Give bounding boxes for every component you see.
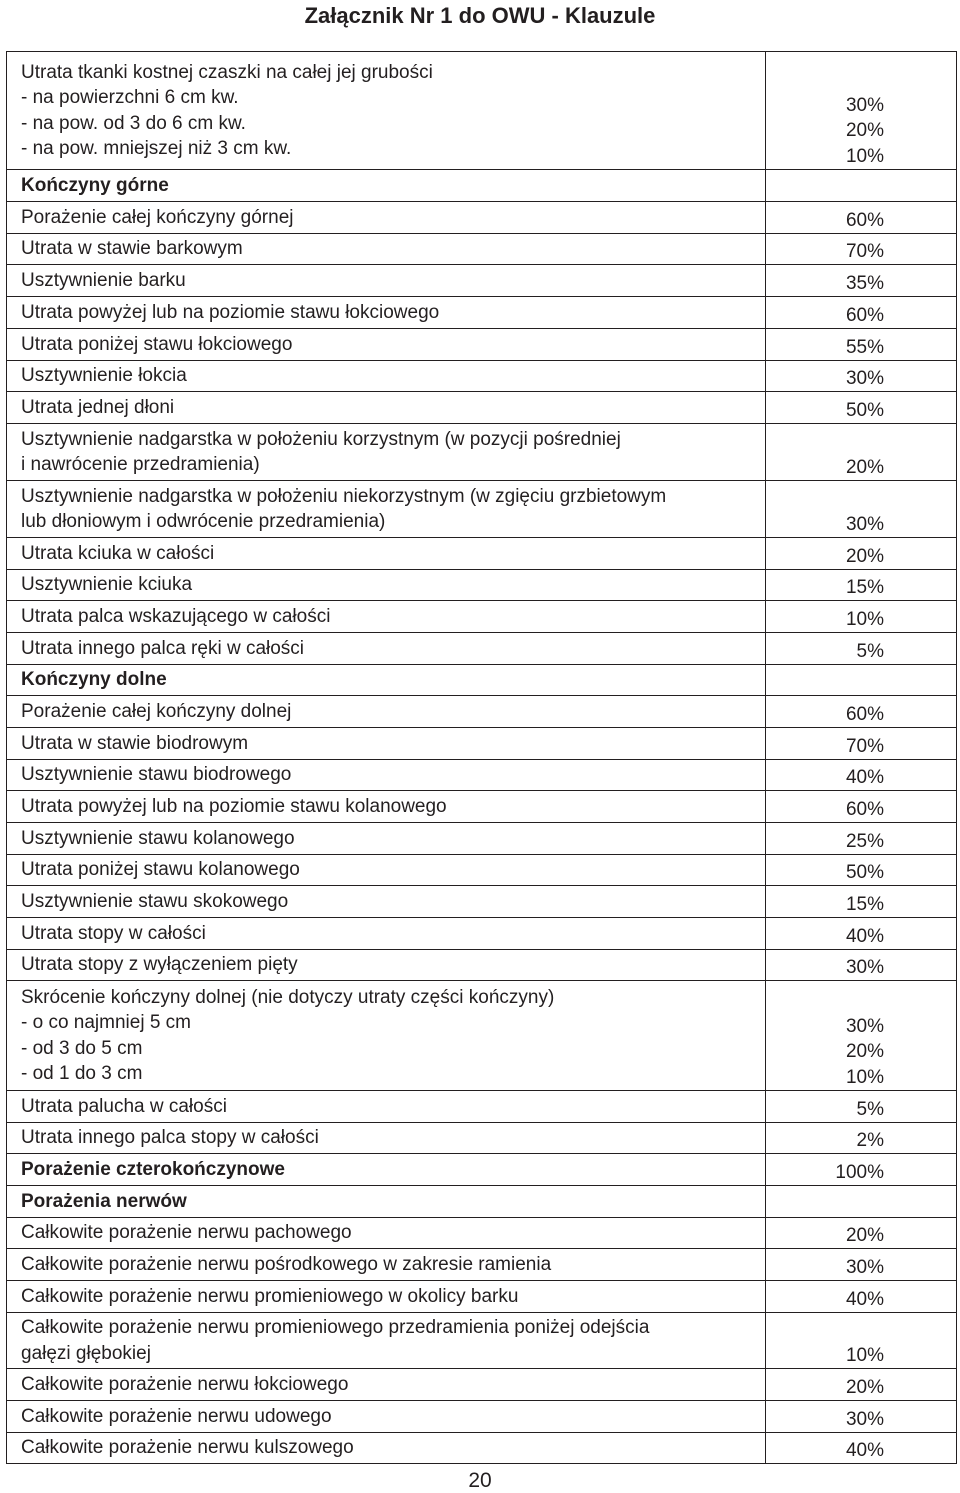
table-row bbox=[6, 424, 957, 481]
percentage-value: 30% bbox=[845, 1408, 884, 1430]
table-row bbox=[6, 918, 957, 950]
description-line: Kończyny górne bbox=[21, 174, 169, 196]
row-description bbox=[7, 760, 766, 790]
description-line: i nawrócenie przedramienia) bbox=[21, 454, 260, 475]
description-line: Utrata powyżej lub na poziomie stawu łokciowego bbox=[21, 301, 440, 323]
description-line: Porażenie czterokończynowe bbox=[21, 1158, 285, 1180]
table-row bbox=[6, 791, 957, 823]
page-title: Załącznik Nr 1 do OWU - Klauzule bbox=[304, 3, 656, 28]
row-percentage bbox=[766, 424, 956, 480]
page-number: 20 bbox=[468, 1469, 492, 1492]
row-description bbox=[7, 886, 766, 917]
description-line: Utrata stopy z wyłączeniem pięty bbox=[21, 954, 298, 976]
row-description bbox=[7, 1401, 766, 1432]
table-row bbox=[6, 329, 957, 361]
table-row bbox=[6, 481, 957, 538]
row-percentage bbox=[766, 481, 956, 537]
row-description bbox=[7, 392, 766, 423]
percentage-value: 30% bbox=[845, 1015, 884, 1037]
table-row bbox=[6, 234, 957, 265]
row-description bbox=[7, 728, 766, 759]
row-percentage bbox=[766, 601, 956, 632]
row-percentage bbox=[766, 1123, 956, 1153]
percentage-value: 2% bbox=[856, 1129, 884, 1151]
table-row bbox=[6, 1401, 957, 1433]
row-percentage bbox=[766, 1433, 956, 1463]
percentage-value: 20% bbox=[845, 456, 884, 478]
row-description bbox=[7, 1313, 766, 1368]
row-description bbox=[7, 234, 766, 264]
row-description bbox=[7, 52, 766, 169]
description-line: Skrócenie kończyny dolnej (nie dotyczy utraty części kończyny) bbox=[21, 986, 555, 1008]
percentage-value: 70% bbox=[845, 240, 884, 262]
row-description bbox=[7, 297, 766, 328]
row-percentage bbox=[766, 297, 956, 328]
row-description bbox=[7, 665, 766, 695]
row-description bbox=[7, 601, 766, 632]
percentage-value: 60% bbox=[845, 798, 884, 820]
percentage-value: 60% bbox=[845, 703, 884, 725]
table-row bbox=[6, 728, 957, 760]
row-description bbox=[7, 981, 766, 1090]
table-row bbox=[6, 265, 957, 297]
table-row bbox=[6, 52, 957, 170]
description-line: Utrata palca wskazującego w całości bbox=[21, 605, 331, 627]
percentage-value: 60% bbox=[845, 304, 884, 326]
row-percentage bbox=[766, 918, 956, 949]
table-row bbox=[6, 570, 957, 601]
description-line: Całkowite porażenie nerwu pośrodkowego w zakresie ramienia bbox=[21, 1253, 552, 1275]
description-line: Utrata jednej dłoni bbox=[21, 396, 175, 418]
description-line: gałęzi głębokiej bbox=[21, 1342, 151, 1364]
percentage-value: 10% bbox=[845, 608, 884, 630]
percentage-value: 5% bbox=[856, 640, 884, 662]
table-row bbox=[6, 760, 957, 791]
percentage-value: 60% bbox=[845, 209, 884, 231]
description-line: - na pow. od 3 do 6 cm kw. bbox=[21, 112, 246, 134]
row-percentage bbox=[766, 855, 956, 885]
description-line: Porażenie całej kończyny dolnej bbox=[21, 700, 292, 722]
description-line: Utrata poniżej stawu kolanowego bbox=[21, 859, 300, 881]
row-percentage bbox=[766, 1369, 956, 1400]
table-row bbox=[6, 823, 957, 855]
row-percentage bbox=[766, 392, 956, 423]
row-description bbox=[7, 791, 766, 822]
row-description bbox=[7, 1186, 766, 1217]
row-percentage bbox=[766, 728, 956, 759]
row-percentage bbox=[766, 329, 956, 360]
percentage-value: 15% bbox=[845, 893, 884, 915]
percentage-value: 40% bbox=[845, 925, 884, 947]
row-percentage bbox=[766, 265, 956, 296]
description-line: Całkowite porażenie nerwu pachowego bbox=[21, 1222, 352, 1244]
percentage-value: 30% bbox=[845, 513, 884, 535]
percentage-value: 70% bbox=[845, 735, 884, 757]
row-percentage bbox=[766, 1249, 956, 1280]
table-row bbox=[6, 855, 957, 886]
description-line: Usztywnienie łokcia bbox=[21, 365, 187, 387]
description-line: Porażenie całej kończyny górnej bbox=[21, 206, 294, 228]
percentage-value: 30% bbox=[845, 367, 884, 389]
row-percentage bbox=[766, 1401, 956, 1432]
row-percentage bbox=[766, 570, 956, 600]
row-description bbox=[7, 823, 766, 854]
table-row bbox=[6, 1218, 957, 1249]
row-description bbox=[7, 918, 766, 949]
row-percentage bbox=[766, 665, 956, 695]
table-row bbox=[6, 1281, 957, 1313]
percentage-value: 30% bbox=[845, 1256, 884, 1278]
row-description bbox=[7, 1249, 766, 1280]
row-description bbox=[7, 950, 766, 980]
clauses-table bbox=[6, 51, 957, 1464]
table-row bbox=[6, 1123, 957, 1154]
table-row bbox=[6, 392, 957, 424]
percentage-value: 100% bbox=[835, 1161, 884, 1183]
description-line: Usztywnienie kciuka bbox=[21, 574, 193, 596]
table-row bbox=[6, 1433, 957, 1464]
description-line: Całkowite porażenie nerwu promieniowego przedramienia poniżej odejścia bbox=[21, 1317, 650, 1338]
row-description bbox=[7, 329, 766, 360]
description-line: Utrata w stawie biodrowym bbox=[21, 732, 249, 754]
table-row bbox=[6, 1313, 957, 1369]
description-line: Usztywnienie barku bbox=[21, 269, 186, 291]
row-description bbox=[7, 570, 766, 600]
row-percentage bbox=[766, 1281, 956, 1312]
row-percentage bbox=[766, 234, 956, 264]
percentage-value: 30% bbox=[845, 94, 884, 116]
section-header-row bbox=[6, 1186, 957, 1218]
percentage-value: 20% bbox=[845, 545, 884, 567]
row-description bbox=[7, 1281, 766, 1312]
row-description bbox=[7, 170, 766, 201]
table-row bbox=[6, 886, 957, 918]
row-percentage bbox=[766, 202, 956, 233]
description-line: Utrata innego palca stopy w całości bbox=[21, 1127, 319, 1149]
table-row bbox=[6, 981, 957, 1091]
description-line: Utrata powyżej lub na poziomie stawu kolanowego bbox=[21, 795, 447, 817]
description-line: Utrata stopy w całości bbox=[21, 922, 206, 944]
row-percentage bbox=[766, 361, 956, 391]
table-row bbox=[6, 696, 957, 728]
percentage-value: 20% bbox=[845, 120, 884, 141]
description-line: Utrata kciuka w całości bbox=[21, 542, 215, 564]
percentage-value: 10% bbox=[845, 1066, 884, 1088]
row-description bbox=[7, 1369, 766, 1400]
row-description bbox=[7, 1123, 766, 1153]
row-percentage bbox=[766, 696, 956, 727]
description-line: Usztywnienie nadgarstka w położeniu korzystnym (w pozycji pośredniej bbox=[21, 428, 621, 450]
percentage-value: 50% bbox=[845, 399, 884, 421]
description-line: Utrata poniżej stawu łokciowego bbox=[21, 333, 293, 355]
description-line: Całkowite porażenie nerwu łokciowego bbox=[21, 1373, 349, 1395]
row-percentage bbox=[766, 538, 956, 569]
percentage-value: 15% bbox=[845, 576, 884, 598]
row-percentage bbox=[766, 823, 956, 854]
row-percentage bbox=[766, 633, 956, 664]
row-percentage bbox=[766, 791, 956, 822]
description-line: Kończyny dolne bbox=[21, 669, 167, 691]
description-line: - na pow. mniejszej niż 3 cm kw. bbox=[21, 138, 292, 159]
row-description bbox=[7, 1433, 766, 1463]
description-line: Całkowite porażenie nerwu udowego bbox=[21, 1405, 332, 1427]
row-percentage bbox=[766, 950, 956, 980]
row-percentage bbox=[766, 981, 956, 1090]
table-row bbox=[6, 633, 957, 665]
table-row bbox=[6, 1154, 957, 1186]
row-percentage bbox=[766, 1186, 956, 1217]
row-description bbox=[7, 855, 766, 885]
percentage-value: 35% bbox=[845, 272, 884, 294]
row-percentage bbox=[766, 1154, 956, 1185]
description-line: Utrata w stawie barkowym bbox=[21, 238, 243, 260]
table-row bbox=[6, 950, 957, 981]
row-percentage bbox=[766, 170, 956, 201]
row-description bbox=[7, 1218, 766, 1248]
row-percentage bbox=[766, 1218, 956, 1248]
row-percentage bbox=[766, 760, 956, 790]
percentage-value: 40% bbox=[845, 1439, 884, 1461]
table-row bbox=[6, 202, 957, 234]
row-description bbox=[7, 361, 766, 391]
row-description bbox=[7, 424, 766, 480]
table-row bbox=[6, 1091, 957, 1123]
row-percentage bbox=[766, 52, 956, 169]
row-description bbox=[7, 1154, 766, 1185]
percentage-value: 55% bbox=[845, 336, 884, 358]
row-description bbox=[7, 696, 766, 727]
percentage-value: 25% bbox=[845, 830, 884, 852]
description-line: lub dłoniowym i odwrócenie przedramienia) bbox=[21, 511, 386, 532]
table-row bbox=[6, 361, 957, 392]
description-line: Usztywnienie stawu skokowego bbox=[21, 890, 289, 912]
table-row bbox=[6, 601, 957, 633]
table-row bbox=[6, 538, 957, 570]
row-description bbox=[7, 202, 766, 233]
table-row bbox=[6, 1369, 957, 1401]
percentage-value: 30% bbox=[845, 956, 884, 978]
percentage-value: 5% bbox=[856, 1098, 884, 1120]
row-description bbox=[7, 265, 766, 296]
row-percentage bbox=[766, 886, 956, 917]
percentage-value: 40% bbox=[845, 1288, 884, 1310]
percentage-value: 20% bbox=[845, 1041, 884, 1062]
description-line: - na powierzchni 6 cm kw. bbox=[21, 87, 239, 108]
table-row bbox=[6, 1249, 957, 1281]
percentage-value: 40% bbox=[845, 766, 884, 788]
description-line: Usztywnienie stawu biodrowego bbox=[21, 764, 292, 786]
description-line: Utrata palucha w całości bbox=[21, 1095, 227, 1117]
description-line: Porażenia nerwów bbox=[21, 1190, 187, 1212]
description-line: Utrata tkanki kostnej czaszki na całej jej grubości bbox=[21, 61, 433, 83]
percentage-value: 10% bbox=[845, 1344, 884, 1366]
description-line: Utrata innego palca ręki w całości bbox=[21, 637, 305, 659]
row-description bbox=[7, 1091, 766, 1122]
row-percentage bbox=[766, 1313, 956, 1368]
percentage-value: 20% bbox=[845, 1376, 884, 1398]
row-description bbox=[7, 481, 766, 537]
description-line: Usztywnienie nadgarstka w położeniu niekorzystnym (w zgięciu grzbietowym bbox=[21, 485, 667, 507]
percentage-value: 20% bbox=[845, 1224, 884, 1246]
percentage-value: 50% bbox=[845, 861, 884, 883]
description-line: - od 3 do 5 cm bbox=[21, 1037, 143, 1059]
percentage-value: 10% bbox=[845, 145, 884, 167]
description-line: - o co najmniej 5 cm bbox=[21, 1012, 192, 1033]
row-description bbox=[7, 538, 766, 569]
row-percentage bbox=[766, 1091, 956, 1122]
description-line: - od 1 do 3 cm bbox=[21, 1063, 143, 1084]
section-header-row bbox=[6, 665, 957, 696]
table-row bbox=[6, 297, 957, 329]
description-line: Całkowite porażenie nerwu promieniowego w okolicy barku bbox=[21, 1285, 519, 1307]
description-line: Usztywnienie stawu kolanowego bbox=[21, 827, 295, 849]
row-description bbox=[7, 633, 766, 664]
description-line: Całkowite porażenie nerwu kulszowego bbox=[21, 1437, 354, 1459]
section-header-row bbox=[6, 170, 957, 202]
